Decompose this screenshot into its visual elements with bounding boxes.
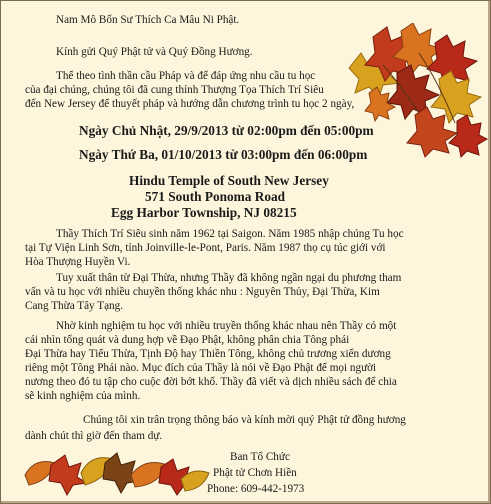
intro-line: Thể theo tình thần cầu Pháp và để đáp ứng nhu cầu tu học	[56, 70, 316, 82]
event-date-1: Ngày Chủ Nhật, 29/9/2013 từ 02:00pm đến 05:00pm	[79, 123, 374, 138]
signature-org: Ban Tổ Chức	[230, 451, 290, 463]
address-line: Egg Harbor Township, NJ 08215	[111, 205, 297, 220]
bio-line: Cang Thừa Tây Tạng.	[25, 300, 124, 312]
bio-line: tại Tự Viện Linh Sơn, tỉnh Joinville-le-Pont, Paris. Năm 1987 thọ cụ túc giới với	[25, 242, 386, 254]
address-line: 571 South Ponoma Road	[145, 189, 286, 204]
bio-line: nương theo đó tu tập cho cuộc đời bớt khổ. Thầy đã viết và dịch nhiều sách để chia	[25, 376, 397, 388]
bio-line: vấn và tu học với nhiều chuyền thống khác nhu : Nguyên Thủy, Đại Thừa, Kim	[25, 286, 380, 298]
page-shadow-bottom	[1, 501, 490, 503]
greeting-line-2: Kính gửi Quý Phật tử và Quý Đồng Hương.	[56, 46, 253, 58]
bio-line: Hòa Thượng Huyền Vi.	[25, 256, 131, 268]
fallen-leaves-icon	[21, 445, 211, 497]
signature-name: Phật tử Chơn Hiền	[213, 467, 297, 479]
greeting-line-1: Nam Mô Bổn Sư Thích Ca Mâu Ni Phật.	[56, 14, 240, 26]
intro-line: của đại chúng, chúng tôi đã cung thỉnh Thượng Tọa Thích Trí Siêu	[25, 84, 324, 96]
address-line: Hindu Temple of South New Jersey	[129, 173, 329, 188]
closing-line: dành chút thì giờ đến tham dự.	[25, 430, 163, 442]
bio-line: riêng một Tông Phái nào. Mục đích của Thầy là nói về Đạo Phật để mọi người	[25, 362, 377, 374]
event-date-2: Ngày Thứ Ba, 01/10/2013 từ 03:00pm đến 06:00pm	[79, 147, 368, 162]
bio-line: Đại Thừa hay Tiểu Thừa, Tịnh Độ hay Thiền Tông, không chủ trương xiển dương	[25, 348, 391, 360]
signature-phone: Phone: 609-442-1973	[207, 483, 305, 495]
bio-line: sẽ kinh nghiệm của mình.	[25, 390, 141, 402]
bio-line: Thầy Thích Trí Siêu sinh năm 1962 tại Saigon. Năm 1985 nhập chúng Tu học	[56, 228, 404, 240]
bio-line: Tuy xuất thân từ Đại Thừa, nhưng Thầy đã không ngần ngại du phương tham	[56, 272, 402, 284]
bio-line: cái nhìn tổng quát và dung hợp về Đạo Phật, không phân chia Tông phái	[25, 334, 350, 346]
bio-line: Nhờ kinh nghiệm tu học với nhiều truyền thống khác nhau nên Thầy có một	[56, 320, 397, 332]
intro-line: đến New Jersey để thuyết pháp và hướng dẫn chương trình tu học 2 ngày,	[25, 98, 355, 110]
closing-line: Chúng tôi xin trân trọng thông báo và kính mời quý Phật tử đồng hương	[83, 414, 406, 426]
